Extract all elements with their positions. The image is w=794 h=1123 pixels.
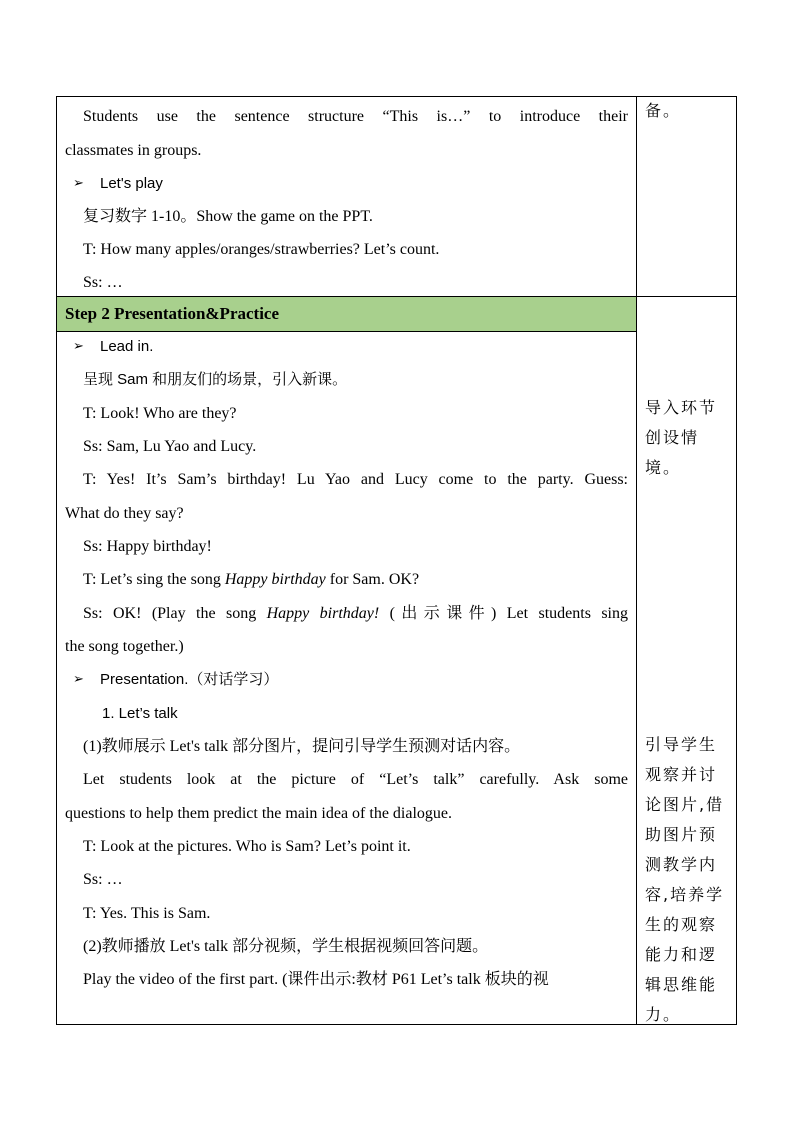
- text-line: 呈现 Sam 和朋友们的场景，引入新课。: [83, 371, 348, 388]
- note-text: 导入环节创设情境。: [645, 398, 718, 477]
- text-line: Ss: Sam, Lu Yao and Lucy.: [83, 438, 257, 455]
- row1-note-cell: [637, 96, 736, 296]
- text-line: Ss: …: [83, 274, 123, 291]
- text-line: the song together.): [65, 638, 184, 655]
- text-line: T: Yes! It’s Sam’s birthday! Lu Yao and Lucy come to the party. Guess:: [83, 471, 628, 488]
- text-line: Ss: OK! (Play the song Happy birthday! (出示课件) Let students sing: [83, 605, 629, 622]
- text-line: (2)教师播放 Let's talk 部分视频，学生根据视频回答问题。: [83, 938, 489, 955]
- text-line: (1)教师展示 Let's talk 部分图片，提问引导学生预测对话内容。: [83, 738, 521, 755]
- song-title: Happy birthday!: [266, 605, 380, 622]
- step2-header: [57, 297, 636, 332]
- lead-in-heading: ➢ Lead in.: [65, 336, 628, 358]
- text-line: 复习数字 1-10。Show the game on the PPT.: [83, 208, 373, 225]
- lets-talk-subheading: 1. Let’s talk: [102, 705, 178, 722]
- text-line: Ss: Happy birthday!: [83, 538, 212, 555]
- step2-title: Step 2 Presentation&Practice: [65, 304, 280, 323]
- note-text: 引导学生观察并讨论图片,借助图片预测教学内容,培养学生的观察能力和逻辑思维能力。: [645, 735, 725, 1024]
- lets-play-heading: ➢ Let's play: [65, 173, 628, 195]
- text-line: Let students look at the picture of “Let’s talk” carefully. Ask some: [83, 771, 628, 788]
- row1-content-cell: [57, 96, 636, 296]
- arrow-bullet-icon: ➢: [73, 672, 84, 687]
- table-border-bottom: [56, 1024, 737, 1025]
- text-line: Ss: …: [83, 871, 123, 888]
- note-text: 备。: [645, 101, 682, 120]
- text-line: T: How many apples/oranges/strawberries? Let’s count.: [83, 241, 440, 258]
- text-line: T: Yes. This is Sam.: [83, 905, 211, 922]
- lesson-plan-table: [56, 96, 737, 1025]
- arrow-bullet-icon: ➢: [73, 339, 84, 354]
- text-line: Students use the sentence structure “This is…” to introduce their: [83, 108, 628, 125]
- text-line: T: Look at the pictures. Who is Sam? Let’s point it.: [83, 838, 411, 855]
- text-line: T: Look! Who are they?: [83, 405, 237, 422]
- row2-content-cell: [57, 332, 636, 1024]
- text-line: questions to help them predict the main idea of the dialogue.: [65, 805, 453, 822]
- table-border-right: [736, 96, 737, 1025]
- text-line: T: Let’s sing the song Happy birthday for Sam. OK?: [83, 571, 420, 588]
- song-title: Happy birthday: [224, 571, 326, 588]
- text-line: classmates in groups.: [65, 142, 202, 159]
- text-line: Play the video of the first part. (课件出示:教材 P61 Let’s talk 板块的视: [83, 971, 549, 988]
- arrow-bullet-icon: ➢: [73, 176, 84, 191]
- row2-note-cell: [637, 297, 736, 1024]
- text-line: What do they say?: [65, 505, 184, 522]
- presentation-heading: ➢ Presentation.（对话学习）: [65, 669, 628, 691]
